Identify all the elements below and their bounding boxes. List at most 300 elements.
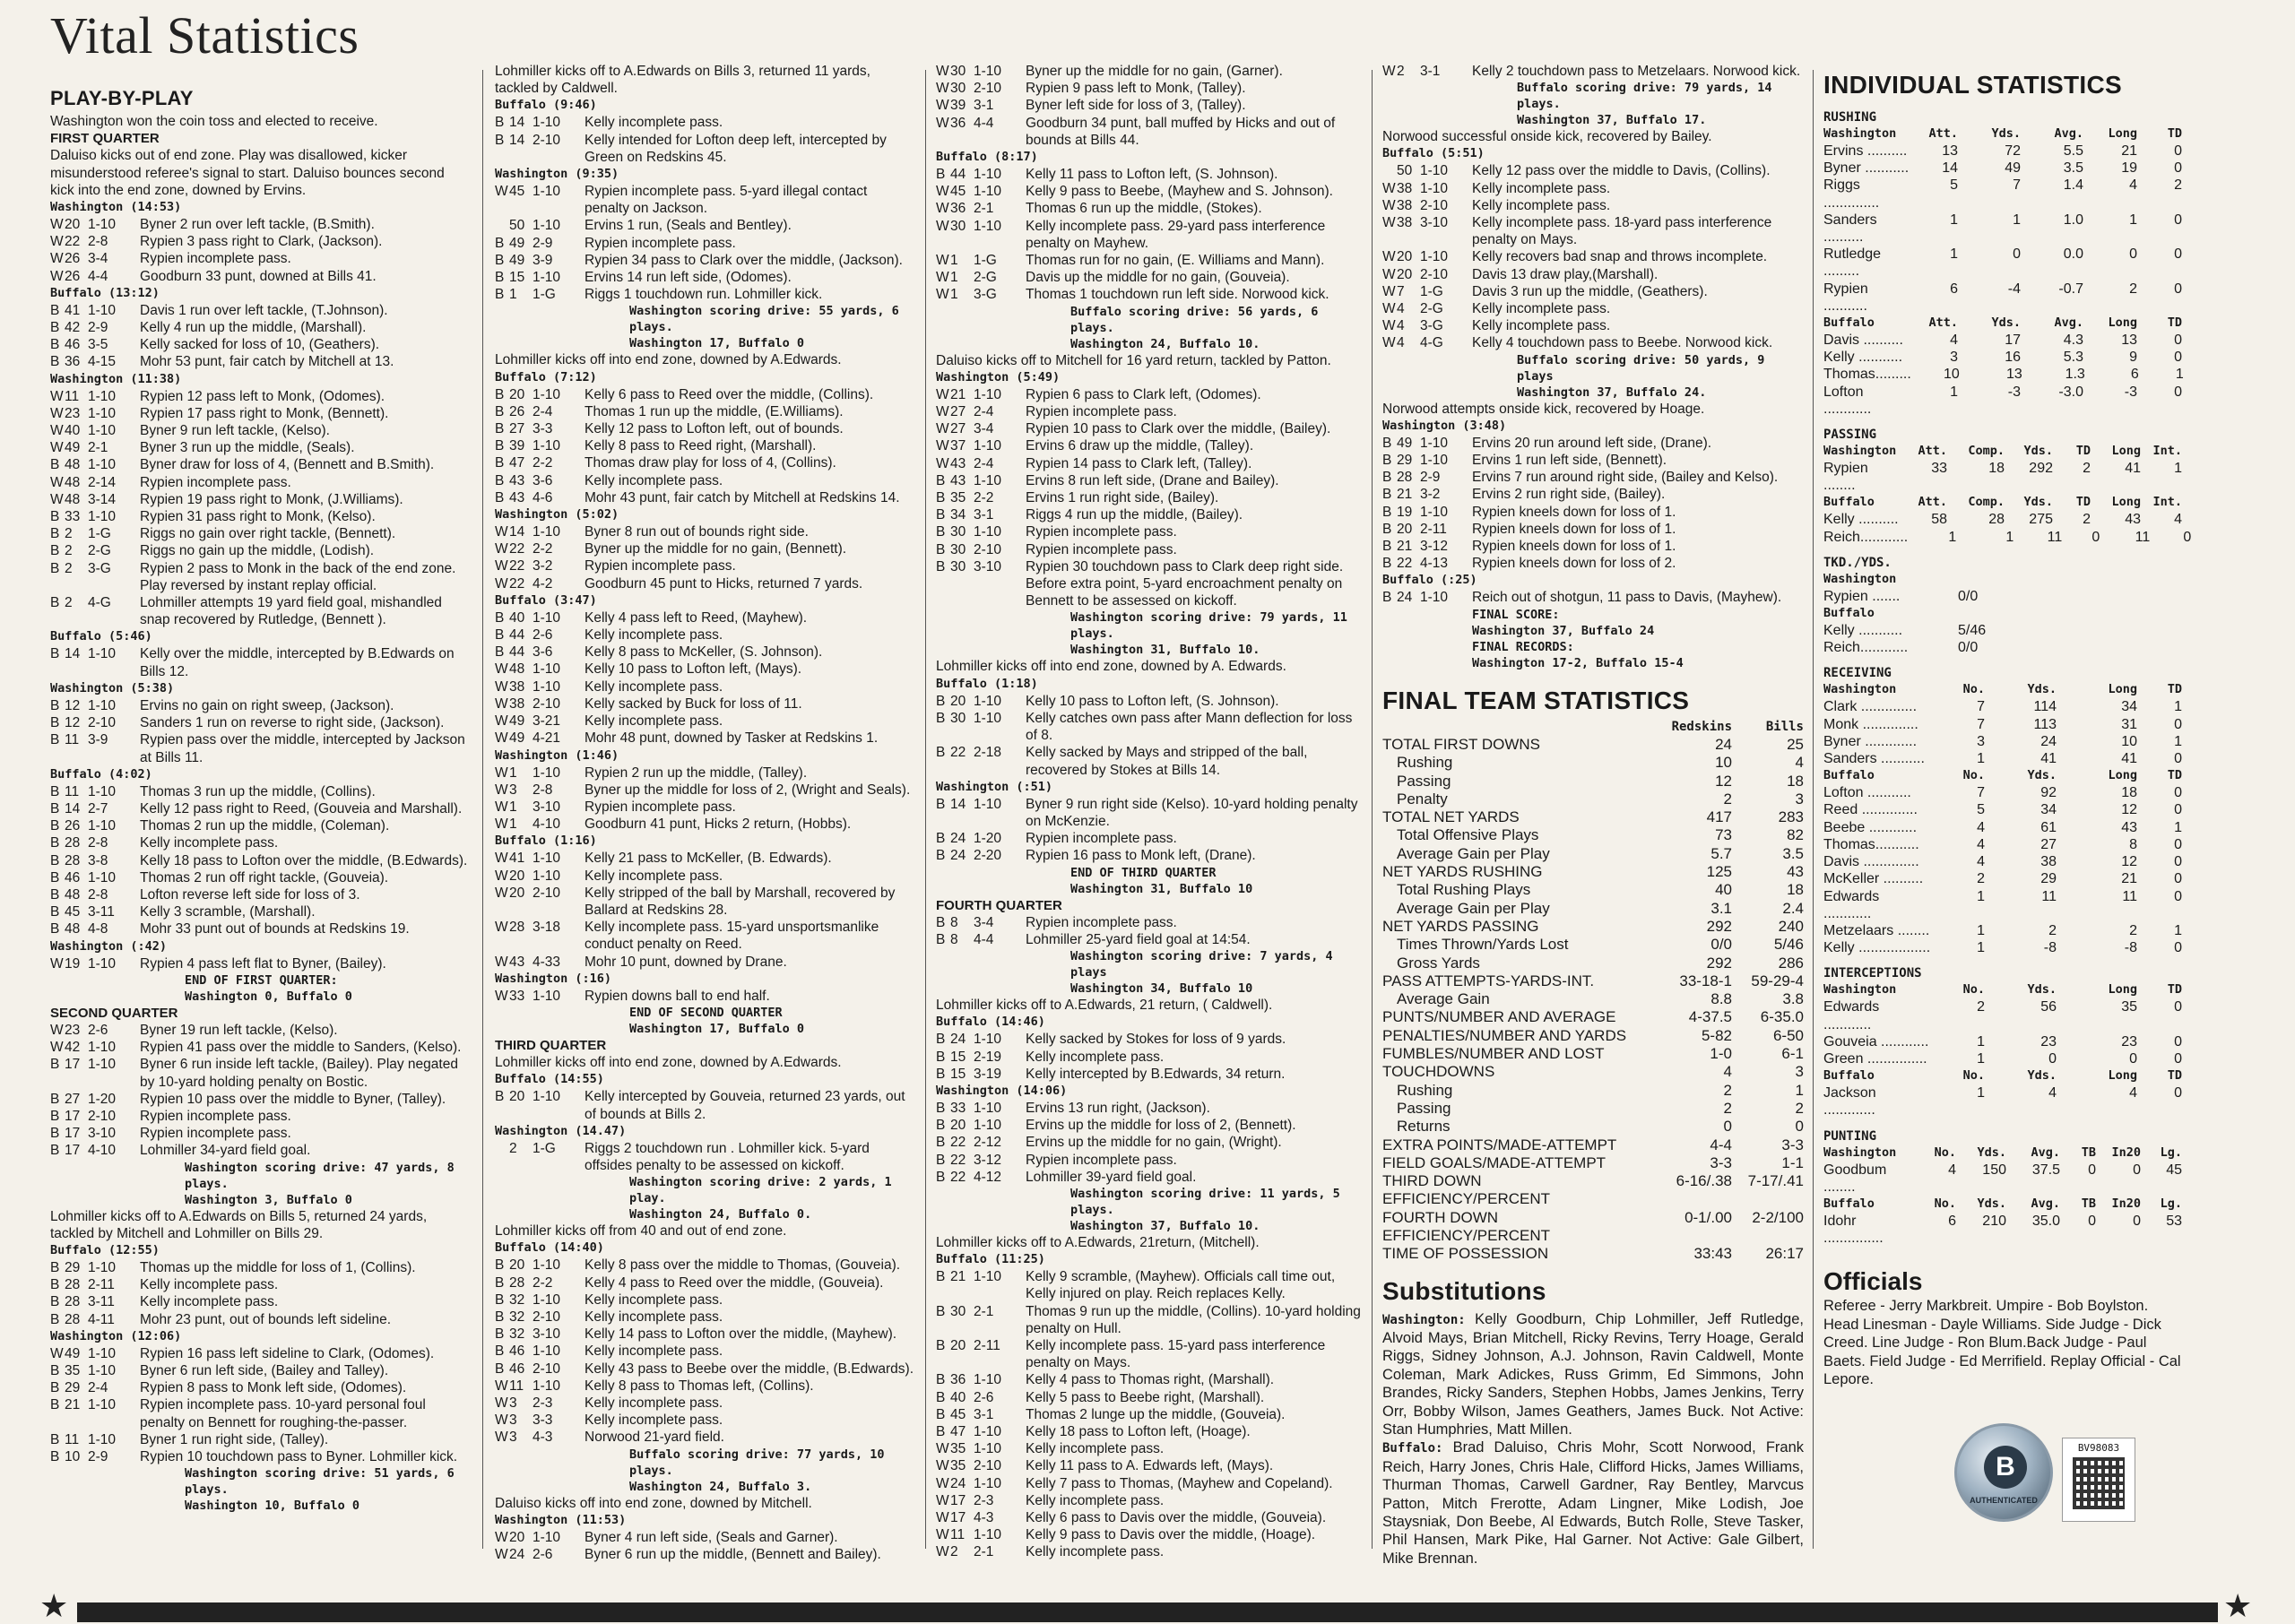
play-row bbox=[495, 1257, 914, 1274]
stat-label: Passing bbox=[1397, 772, 1451, 790]
stat-value: 0 bbox=[2174, 143, 2182, 159]
team-stat-row bbox=[1382, 1209, 1804, 1246]
play-description: Rypien 3 pass right to Clark, (Jackson). bbox=[140, 234, 383, 250]
stat-label: Average Gain per Play bbox=[1397, 899, 1550, 917]
down-distance: 1-10 bbox=[88, 423, 117, 439]
down-distance: 2-11 bbox=[974, 1337, 1000, 1353]
stat-value: 0 bbox=[2174, 1033, 2182, 1050]
yard-line: 43 bbox=[509, 954, 525, 970]
player-name: Gouveia ............ bbox=[1823, 1033, 1929, 1050]
field-side: B bbox=[50, 1143, 60, 1159]
stat-redskins: 12 bbox=[1715, 772, 1732, 790]
play-description: Byner up the middle for loss of 2, (Wright and Seals). bbox=[585, 782, 911, 798]
play-row bbox=[50, 834, 472, 851]
tkd-label: TKD./YDS. bbox=[1823, 555, 1892, 570]
receiving-row bbox=[1823, 784, 2182, 801]
play-row bbox=[495, 1429, 914, 1446]
yard-line: 28 bbox=[1397, 470, 1413, 486]
down-distance: 2-20 bbox=[974, 848, 1002, 864]
play-row bbox=[1382, 555, 1804, 572]
possession-header: Buffalo (14:40) bbox=[495, 1240, 604, 1256]
down-distance: 2-3 bbox=[533, 1395, 553, 1411]
stat-value: 0 bbox=[2174, 333, 2182, 349]
column-header: TB bbox=[2081, 1145, 2096, 1160]
stat-value: 1 bbox=[1950, 384, 1958, 400]
play-description: Thomas 2 run off right tackle, (Gouveia). bbox=[140, 869, 389, 885]
field-side: B bbox=[50, 800, 60, 816]
field-side: W bbox=[936, 1510, 949, 1525]
play-description: Byner 9 run right side (Kelso). 10-yard holding penalty on McKenzie. bbox=[1026, 796, 1358, 829]
field-side: B bbox=[50, 783, 60, 799]
play-row bbox=[936, 1440, 1363, 1457]
field-side: B bbox=[50, 1277, 60, 1293]
yard-line: 22 bbox=[950, 1169, 966, 1185]
play-description: Goodburn 34 punt, ball muffed by Hicks and out of bounds at Bills 44. bbox=[1026, 115, 1336, 148]
field-side: B bbox=[936, 1135, 946, 1151]
stat-value: 3 bbox=[1950, 350, 1958, 366]
field-side: W bbox=[1382, 64, 1396, 79]
play-description: Davis 13 draw play,(Marshall). bbox=[1472, 266, 1658, 282]
down-distance: 1-G bbox=[1420, 283, 1443, 299]
column-header: TD bbox=[2167, 768, 2182, 783]
field-side: W bbox=[936, 81, 949, 97]
field-side: B bbox=[50, 1311, 60, 1327]
score-summary: Washington scoring drive: 55 yards, 6 plays. bbox=[629, 304, 899, 335]
play-description: Kelly incomplete pass. bbox=[585, 115, 723, 131]
player-name: McKeller .......... bbox=[1823, 871, 1924, 887]
down-distance: 1-10 bbox=[974, 1441, 1002, 1457]
yard-line: 35 bbox=[65, 1362, 81, 1378]
stat-value: 2 bbox=[2048, 922, 2057, 938]
play-description: Kelly 18 pass to Lofton over the middle, (B.Edwards). bbox=[140, 852, 468, 868]
stat-value: 1 bbox=[1977, 1050, 1985, 1067]
score-summary: Washington 24, Buffalo 0. bbox=[629, 1207, 812, 1222]
play-description: Kelly incomplete pass. bbox=[585, 1395, 723, 1411]
narrative-text: Norwood attempts onside kick, recovered by Hoage. bbox=[1382, 401, 1705, 417]
score-summary: Buffalo scoring drive: 79 yards, 14 plays. bbox=[1517, 81, 1772, 112]
stat-bills: 82 bbox=[1787, 826, 1804, 844]
field-side: W bbox=[495, 1412, 508, 1429]
play-row bbox=[1382, 266, 1804, 283]
yard-line: 28 bbox=[65, 1277, 81, 1293]
play-description: Kelly incomplete pass. bbox=[1472, 197, 1611, 213]
play-row bbox=[50, 216, 472, 233]
field-side: W bbox=[495, 868, 508, 884]
stat-value: 9 bbox=[2129, 350, 2137, 366]
field-side: B bbox=[936, 831, 946, 847]
yard-line: 20 bbox=[509, 868, 525, 884]
rushing-row bbox=[1823, 281, 2182, 315]
play-description: Rypien downs ball to end half. bbox=[585, 988, 770, 1004]
yard-line: 48 bbox=[65, 886, 81, 903]
play-row bbox=[50, 1022, 472, 1039]
play-description: Rypien kneels down for loss of 1. bbox=[1472, 539, 1676, 555]
receiving-row bbox=[1823, 698, 2182, 715]
receiving-row bbox=[1823, 733, 2182, 750]
play-row bbox=[495, 1378, 914, 1395]
play-description: Kelly 7 pass to Thomas, (Mayhew and Copeland). bbox=[1026, 1475, 1333, 1491]
down-distance: 1-10 bbox=[974, 1100, 1002, 1116]
yard-line: 26 bbox=[65, 251, 81, 267]
play-row bbox=[50, 319, 472, 336]
play-row bbox=[50, 869, 472, 886]
play-description: Thomas 6 run up the middle, (Stokes). bbox=[1026, 201, 1262, 217]
play-row bbox=[495, 252, 914, 269]
column-divider bbox=[1372, 70, 1373, 1549]
field-side: B bbox=[495, 287, 505, 303]
rushing-row bbox=[1823, 332, 2182, 349]
stat-value: -3.0 bbox=[2058, 384, 2083, 400]
down-distance: 3-19 bbox=[974, 1066, 1002, 1082]
stat-value: 11 bbox=[2122, 888, 2137, 904]
stat-value: 1 bbox=[2129, 212, 2137, 228]
down-distance: 3-6 bbox=[533, 472, 553, 488]
stat-value: 0 bbox=[2174, 751, 2182, 767]
yard-line: 46 bbox=[509, 1361, 525, 1377]
stat-value: 38 bbox=[2040, 854, 2057, 870]
field-side: B bbox=[1382, 504, 1392, 520]
field-side: W bbox=[936, 438, 949, 454]
play-description: Mohr 53 punt, fair catch by Mitchell at 13. bbox=[140, 354, 394, 370]
field-side: B bbox=[50, 835, 60, 851]
stat-value: 1.3 bbox=[2065, 367, 2085, 383]
player-name: Reich............ bbox=[1823, 640, 1909, 656]
play-description: Rypien 6 pass to Clark left, (Odomes). bbox=[1026, 386, 1261, 402]
player-name: Byner ........... bbox=[1823, 160, 1910, 177]
play-row bbox=[495, 713, 914, 730]
play-row bbox=[495, 868, 914, 885]
play-row bbox=[936, 1303, 1363, 1337]
column-header: No. bbox=[1962, 1068, 1985, 1084]
down-distance: 2-4 bbox=[88, 1380, 108, 1396]
down-distance: 4-2 bbox=[533, 575, 553, 592]
play-description: Kelly incomplete pass. bbox=[1472, 318, 1611, 334]
column-header: No. bbox=[1962, 768, 1985, 783]
down-distance: 1-10 bbox=[974, 710, 1002, 726]
play-description: Norwood 21-yard field. bbox=[585, 1430, 724, 1446]
down-distance: 1-10 bbox=[974, 1372, 1002, 1388]
down-distance: 4-G bbox=[88, 595, 111, 611]
stat-bills: 3.5 bbox=[1782, 844, 1804, 862]
play-description: Goodburn 41 punt, Hicks 2 return, (Hobbs). bbox=[585, 816, 852, 833]
stat-value: 1 bbox=[1950, 212, 1958, 228]
play-description: Kelly 3 scramble, (Marshall). bbox=[140, 904, 316, 920]
down-distance: 1-10 bbox=[88, 302, 117, 318]
down-distance: 3-4 bbox=[88, 251, 108, 267]
punting-row bbox=[1823, 1213, 2182, 1247]
stat-value: 0 bbox=[2088, 1162, 2096, 1178]
score-summary: Washington scoring drive: 79 yards, 11 plays. bbox=[1070, 610, 1347, 642]
stat-value: 1 bbox=[2174, 461, 2182, 477]
yard-line: 22 bbox=[950, 745, 966, 761]
yard-line: 29 bbox=[65, 1259, 81, 1275]
play-description: Davis 1 run over left tackle, (T.Johnson). bbox=[140, 302, 388, 318]
play-row bbox=[936, 115, 1363, 149]
down-distance: 1-10 bbox=[88, 1259, 117, 1275]
play-row bbox=[495, 626, 914, 644]
stat-value: 1 bbox=[1977, 888, 1985, 904]
yard-line: 28 bbox=[509, 920, 525, 936]
stat-value: 6 bbox=[1948, 1213, 1956, 1229]
yard-line: 8 bbox=[950, 914, 958, 930]
yard-line: 36 bbox=[950, 115, 966, 131]
play-row bbox=[1382, 504, 1804, 521]
play-description: Kelly 4 pass to Reed over the middle, (Gouveia). bbox=[585, 1274, 884, 1291]
field-side: W bbox=[495, 184, 508, 200]
narrative-text: Daluiso kicks out of end zone. Play was disallowed, kicker misunderstood referee's signal to start. Daluiso bounces second kick into the end zone, downed by Ervins. bbox=[50, 148, 445, 198]
yard-line: 35 bbox=[950, 490, 966, 506]
stat-bills: 283 bbox=[1778, 808, 1804, 826]
rushing-wash-header bbox=[1823, 125, 2182, 143]
possession-header: Washington (14.47) bbox=[495, 1123, 627, 1138]
stat-value: 1 bbox=[1977, 1085, 1985, 1101]
field-side: W bbox=[1382, 283, 1396, 299]
possession-header: Washington (5:38) bbox=[50, 680, 175, 695]
score-summary: Washington 24, Buffalo 10. bbox=[1070, 336, 1260, 351]
down-distance: 1-20 bbox=[974, 831, 1002, 847]
field-side: B bbox=[936, 693, 946, 709]
down-distance: 4-4 bbox=[88, 268, 108, 284]
stat-label: FIELD GOALS/MADE-ATTEMPT bbox=[1382, 1153, 1606, 1171]
down-distance: 1-10 bbox=[88, 869, 117, 885]
yard-line: 20 bbox=[950, 1337, 966, 1353]
down-distance: 1-10 bbox=[974, 218, 1002, 234]
down-distance: 2-4 bbox=[533, 403, 553, 419]
play-description: Byner 8 run out of bounds right side. bbox=[585, 524, 809, 540]
down-distance: 2-2 bbox=[533, 455, 553, 471]
stat-value: 56 bbox=[2040, 999, 2057, 1015]
column-header: Washington bbox=[1823, 682, 1897, 697]
stat-bills: 2.4 bbox=[1782, 899, 1804, 917]
stat-value: 10 bbox=[2121, 733, 2137, 749]
play-row bbox=[1382, 521, 1804, 538]
field-side: W bbox=[1382, 266, 1396, 282]
yard-line: 38 bbox=[509, 695, 525, 712]
down-distance: 1-10 bbox=[974, 184, 1002, 200]
play-row bbox=[495, 782, 914, 799]
stat-value: 4 bbox=[2129, 177, 2137, 194]
rushing-row bbox=[1823, 366, 2182, 383]
player-name: Davis .............. bbox=[1823, 854, 1919, 870]
field-side: B bbox=[50, 1126, 60, 1142]
field-side: W bbox=[936, 184, 949, 200]
stat-redskins: 33:43 bbox=[1693, 1245, 1732, 1263]
play-row bbox=[936, 1423, 1363, 1440]
down-distance: 1-10 bbox=[533, 851, 561, 867]
yard-line: 22 bbox=[65, 234, 81, 250]
column-header: Att. bbox=[1918, 495, 1947, 510]
score-summary: Washington scoring drive: 11 yards, 5 plays. bbox=[1070, 1186, 1340, 1217]
play-description: Byner 9 run left tackle, (Kelso). bbox=[140, 423, 330, 439]
yard-line: 28 bbox=[65, 1311, 81, 1327]
play-description: Rypien incomplete pass. bbox=[585, 235, 736, 251]
field-side: B bbox=[50, 646, 60, 662]
down-distance: 3-8 bbox=[88, 852, 108, 868]
stat-label: FOURTH DOWN EFFICIENCY/PERCENT bbox=[1382, 1208, 1551, 1244]
stat-value: 28 bbox=[1988, 512, 2005, 528]
yard-line: 4 bbox=[1397, 318, 1405, 334]
stat-value: 2 bbox=[1977, 999, 1985, 1015]
stat-value: 0.0 bbox=[2063, 246, 2083, 263]
down-distance: 3-5 bbox=[88, 337, 108, 353]
field-side: B bbox=[50, 852, 60, 868]
field-side: B bbox=[50, 1294, 60, 1310]
play-row bbox=[936, 252, 1363, 269]
play-row bbox=[50, 250, 472, 267]
column-header: Buffalo bbox=[1823, 495, 1875, 510]
player-name: Lofton ........... bbox=[1823, 785, 1911, 801]
field-side: W bbox=[50, 405, 64, 421]
column-header: Long bbox=[2111, 495, 2141, 510]
yard-line: 48 bbox=[65, 474, 81, 490]
field-side: W bbox=[50, 217, 64, 233]
field-side: B bbox=[50, 337, 60, 353]
play-row bbox=[50, 1379, 472, 1396]
play-description: Rypien 2 run up the middle, (Talley). bbox=[585, 764, 808, 781]
play-description: Rypien incomplete pass. 10-yard personal foul penalty on Bennett for roughing-the-passer. bbox=[140, 1397, 426, 1430]
stat-bills: 2 bbox=[1795, 1099, 1804, 1117]
play-description: Kelly incomplete pass. bbox=[1472, 180, 1611, 196]
possession-header: Buffalo (9:46) bbox=[495, 98, 597, 113]
field-side: B bbox=[50, 320, 60, 336]
interceptions-row bbox=[1823, 998, 2182, 1032]
field-side: W bbox=[50, 388, 64, 404]
play-description: Rypien 16 pass to Monk left, (Drane). bbox=[1026, 848, 1256, 864]
field-side: B bbox=[495, 132, 505, 148]
play-row bbox=[1382, 589, 1804, 606]
play-description: Kelly 4 touchdown pass to Beebe. Norwood kick. bbox=[1472, 335, 1773, 351]
play-description: Byner 4 run left side, (Seals and Garner). bbox=[585, 1529, 838, 1545]
stat-value: -0.7 bbox=[2058, 281, 2083, 297]
play-row bbox=[50, 422, 472, 439]
play-row bbox=[495, 816, 914, 833]
down-distance: 2-11 bbox=[1420, 521, 1447, 537]
play-description: Rypien 10 touchdown pass to Byner. Lohmiller kick. bbox=[140, 1449, 458, 1464]
play-row bbox=[936, 1337, 1363, 1371]
column-header: Yds. bbox=[1991, 126, 2021, 141]
play-description: Byner left side for loss of 3, (Talley). bbox=[1026, 98, 1246, 114]
down-distance: 3-10 bbox=[88, 1126, 117, 1142]
yard-line: 11 bbox=[509, 1378, 524, 1394]
play-row bbox=[495, 885, 914, 919]
field-side: B bbox=[50, 509, 60, 525]
stat-redskins: 2 bbox=[1723, 790, 1732, 808]
play-description: Mohr 23 punt, out of bounds left sideline. bbox=[140, 1311, 392, 1327]
field-side: W bbox=[936, 270, 949, 286]
play-row bbox=[936, 386, 1363, 403]
possession-header: Washington (5:49) bbox=[936, 369, 1061, 384]
yard-line: 43 bbox=[509, 472, 525, 488]
possession-header: Washington (:42) bbox=[50, 938, 168, 954]
column-header: Buffalo bbox=[1823, 315, 1875, 331]
play-description: Lohmiller attempts 19 yard field goal, mishandled snap recovered by Rutledge, (Bennett ). bbox=[140, 595, 442, 628]
field-side: B bbox=[50, 886, 60, 903]
team-stat-row bbox=[1382, 918, 1804, 936]
yard-line: 30 bbox=[950, 710, 966, 726]
yard-line: 29 bbox=[1397, 453, 1413, 469]
play-description: Kelly 21 pass to McKeller, (B. Edwards). bbox=[585, 851, 832, 867]
section-heading: PLAY-BY-PLAY bbox=[50, 87, 194, 109]
star-icon: ★ bbox=[2223, 1587, 2253, 1624]
stat-label: Passing bbox=[1397, 1099, 1451, 1117]
officials-title: Officials bbox=[1823, 1267, 1923, 1296]
play-row bbox=[936, 1268, 1363, 1302]
player-name: Rypien ....... bbox=[1823, 588, 1901, 604]
play-description: Byner up the middle for no gain, (Bennett). bbox=[585, 541, 847, 557]
quarter-heading: FIRST QUARTER bbox=[50, 131, 160, 147]
down-distance: 1-10 bbox=[974, 472, 1002, 488]
stat-value: 0 bbox=[2048, 1050, 2057, 1067]
down-distance: 2-14 bbox=[88, 474, 117, 490]
play-description: Kelly incomplete pass. 15-yard unsportsmanlike conduct penalty on Reed. bbox=[585, 920, 879, 953]
yard-line: 46 bbox=[65, 869, 81, 885]
column-header: Avg. bbox=[2031, 1145, 2060, 1160]
play-description: Kelly incomplete pass. bbox=[140, 835, 279, 851]
field-side: W bbox=[1382, 215, 1396, 231]
down-distance: 4-10 bbox=[88, 1143, 117, 1159]
field-side: B bbox=[495, 438, 505, 454]
column-header: Long bbox=[2108, 982, 2137, 998]
yard-line: 32 bbox=[509, 1291, 525, 1308]
stat-bills: 1-1 bbox=[1781, 1153, 1804, 1171]
receiving-wash-header bbox=[1823, 681, 2182, 698]
field-side: B bbox=[50, 1397, 60, 1413]
stat-bills: 26:17 bbox=[1765, 1245, 1804, 1263]
stat-value: 2 bbox=[2129, 922, 2137, 938]
down-distance: 3-2 bbox=[1420, 487, 1441, 503]
play-row bbox=[495, 919, 914, 953]
stat-value: -3 bbox=[2007, 384, 2021, 400]
passing-row bbox=[1823, 529, 2192, 546]
possession-header: Buffalo (1:16) bbox=[495, 834, 597, 849]
play-description: Kelly 12 pass over the middle to Davis, (Collins). bbox=[1472, 163, 1771, 179]
yard-line: 41 bbox=[65, 302, 81, 318]
play-description: Kelly stripped of the ball by Marshall, recovered by Ballard at Redskins 28. bbox=[585, 885, 896, 918]
play-row bbox=[50, 405, 472, 422]
down-distance: 3-14 bbox=[88, 491, 117, 507]
play-row bbox=[936, 1169, 1363, 1186]
stat-value: 1 bbox=[2174, 733, 2182, 749]
play-row bbox=[50, 714, 472, 731]
stat-value: 7 bbox=[1977, 716, 1985, 732]
stat-value: 0 bbox=[2091, 529, 2100, 545]
yard-line: 45 bbox=[950, 1406, 966, 1422]
final-drive-plays bbox=[1382, 63, 1804, 671]
substitutions-text bbox=[1382, 1310, 1804, 1568]
stat-value: 150 bbox=[1982, 1162, 2006, 1178]
yard-line: 28 bbox=[65, 835, 81, 851]
field-side: W bbox=[936, 115, 949, 131]
down-distance: 2-1 bbox=[88, 440, 108, 456]
stat-value: 2 bbox=[2083, 512, 2091, 528]
field-side: B bbox=[1382, 521, 1392, 537]
field-side: B bbox=[936, 1100, 946, 1116]
play-row bbox=[50, 1362, 472, 1379]
down-distance: 2-10 bbox=[1420, 197, 1449, 213]
yard-line: 14 bbox=[509, 132, 525, 148]
play-description: Kelly 43 pass to Beebe over the middle, (B.Edwards). bbox=[585, 1361, 914, 1377]
play-row bbox=[495, 1546, 914, 1563]
yard-line: 24 bbox=[950, 1475, 966, 1491]
team-stat-row bbox=[1382, 736, 1804, 754]
yard-line: 2 bbox=[65, 560, 73, 576]
score-summary: Washington 0, Buffalo 0 bbox=[185, 989, 352, 1004]
down-distance: 2-10 bbox=[533, 1309, 561, 1325]
down-distance: 4-21 bbox=[533, 730, 561, 747]
yard-line: 30 bbox=[950, 218, 966, 234]
field-side: B bbox=[936, 1169, 946, 1185]
field-side: W bbox=[936, 218, 949, 234]
